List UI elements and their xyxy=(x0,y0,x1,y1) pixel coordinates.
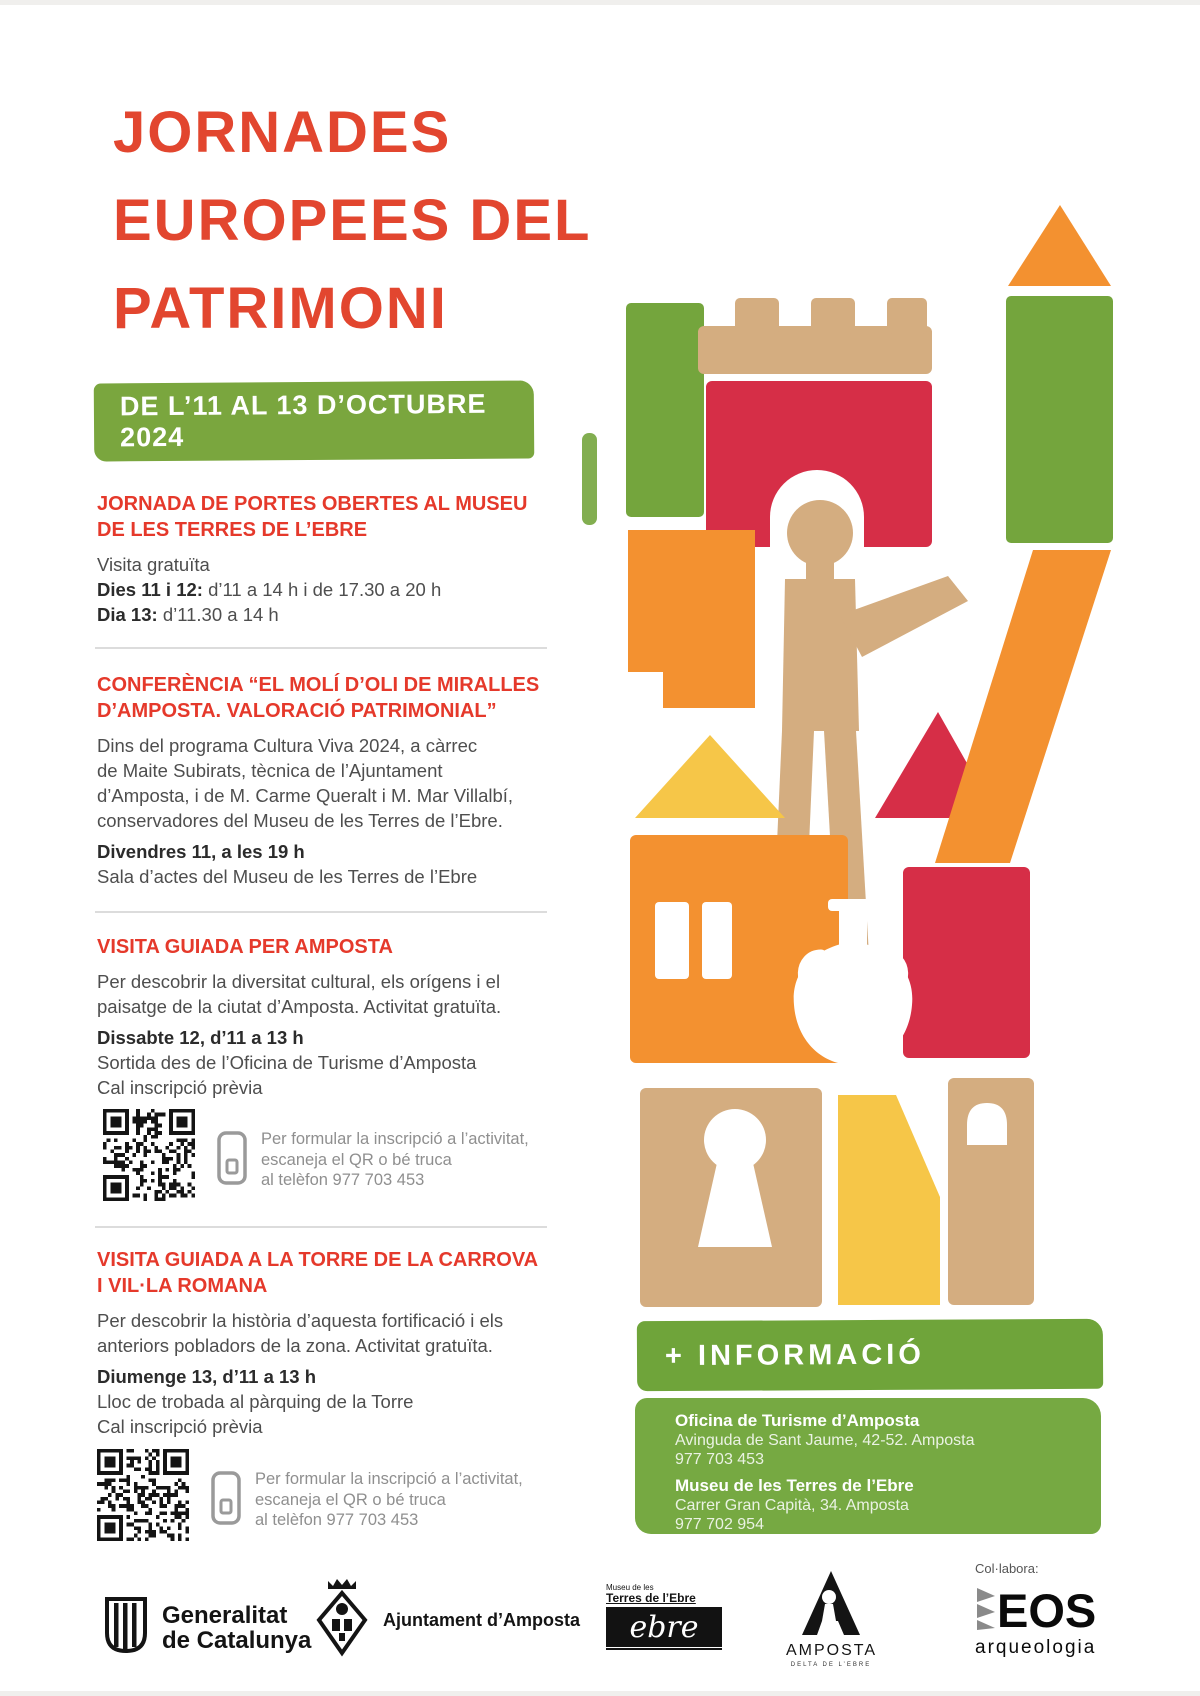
info-entry-phone: 977 703 453 xyxy=(675,1451,764,1468)
page-title xyxy=(113,89,591,353)
schedule-line xyxy=(97,602,562,627)
divider xyxy=(95,911,547,913)
section-guided-tour-amposta xyxy=(97,934,562,1100)
event-place: Sortida des de l’Oficina de Turisme d’Amposta xyxy=(97,1052,477,1073)
event-datetime: Divendres 11, a les 19 h xyxy=(97,841,305,862)
section-heading xyxy=(97,1247,562,1299)
event-datetime: Diumenge 13, d’11 a 13 h xyxy=(97,1366,317,1387)
info-box xyxy=(635,1398,1101,1534)
event-place: Lloc de trobada al pàrquing de la Torre xyxy=(97,1391,414,1412)
generalitat-wordmark: Generalitat de Catalunya xyxy=(162,1601,312,1654)
date-banner-text: DE L’11 AL 13 D’OCTUBRE 2024 xyxy=(119,388,487,453)
heritage-castle-illustration xyxy=(578,183,1138,1309)
title-line-2: EUROPEES DEL xyxy=(113,188,592,253)
heading-line: JORNADA DE PORTES OBERTES AL MUSEU xyxy=(97,493,528,515)
eos-mark-icon xyxy=(975,1586,997,1635)
generalitat-shield-icon xyxy=(103,1595,149,1660)
body-line: de Maite Subirats, tècnica de l’Ajuntament xyxy=(97,760,443,781)
title-line-3: PATRIMONI xyxy=(113,276,448,341)
heading-line: DE LES TERRES DE L’EBRE xyxy=(97,519,368,541)
collabora-label: Col·labora: xyxy=(975,1561,1039,1576)
qr-code xyxy=(103,1109,195,1201)
body-line: d’Amposta, i de M. Carme Queralt i M. Mar Villalbí, xyxy=(97,785,514,806)
body-line: Per descobrir la diversitat cultural, els orígens i el xyxy=(97,971,501,992)
heading-line: VISITA GUIADA PER AMPOSTA xyxy=(97,936,393,958)
registration-note: Cal inscripció prèvia xyxy=(97,1077,263,1098)
museu-caption-top: Museu de les xyxy=(606,1583,654,1592)
info-banner xyxy=(637,1319,1103,1391)
body-line: conservadores del Museu de les Terres de l’Ebre. xyxy=(97,810,503,831)
heading-line: D’AMPOSTA. VALORACIÓ PATRIMONIAL” xyxy=(97,700,497,722)
qr-block-carrova xyxy=(97,1449,523,1541)
info-banner-text: + INFORMACIÓ xyxy=(664,1338,925,1372)
title-line-1: JORNADES xyxy=(113,100,452,165)
phone-icon xyxy=(211,1471,241,1530)
generalitat-logo xyxy=(103,1595,311,1660)
event-place: Sala d’actes del Museu de les Terres de l’Ebre xyxy=(97,866,478,887)
info-entry-address: Carrer Gran Capità, 34. Amposta xyxy=(675,1497,909,1514)
qr-note-line: al telèfon 977 703 453 xyxy=(255,1511,419,1529)
amposta-wordmark: AMPOSTA xyxy=(786,1642,878,1659)
museu-terres-ebre-logo xyxy=(606,1583,736,1651)
section-heading xyxy=(97,672,562,724)
ajuntament-crest-icon xyxy=(316,1577,368,1664)
ajuntament-wordmark: Ajuntament d’Amposta xyxy=(383,1610,581,1630)
divider xyxy=(95,1226,547,1228)
eos-subtitle: arqueologia xyxy=(975,1637,1097,1658)
schedule-label: Dies 11 i 12: xyxy=(97,579,209,600)
amposta-subtitle: DELTA DE L’EBRE xyxy=(790,1662,872,1668)
heading-line: I VIL·LA ROMANA xyxy=(97,1275,268,1297)
free-visit-text: Visita gratuïta xyxy=(97,554,210,575)
section-guided-tour-carrova xyxy=(97,1247,562,1439)
section-heading xyxy=(97,491,562,543)
info-entry-address: Avinguda de Sant Jaume, 42-52. Amposta xyxy=(675,1432,975,1449)
body-line: paisatge de la ciutat d’Amposta. Activitat gratuïta. xyxy=(97,996,502,1017)
eos-arqueologia-logo xyxy=(975,1561,1096,1659)
body-line: Dins del programa Cultura Viva 2024, a càrrec xyxy=(97,735,478,756)
section-heading xyxy=(97,934,562,960)
registration-note: Cal inscripció prèvia xyxy=(97,1416,263,1437)
info-entry-phone: 977 702 954 xyxy=(675,1516,764,1533)
qr-note-line: Per formular la inscripció a l’activitat, xyxy=(255,1470,523,1488)
body-line: Per descobrir la història d’aquesta fortificació i els xyxy=(97,1310,504,1331)
qr-block-amposta xyxy=(103,1109,529,1201)
phone-icon xyxy=(217,1131,247,1190)
event-datetime: Dissabte 12, d’11 a 13 h xyxy=(97,1027,304,1048)
section-conference xyxy=(97,672,562,889)
schedule-label: Dia 13: xyxy=(97,604,163,625)
qr-note-line: escaneja el QR o bé truca xyxy=(255,1490,446,1509)
qr-code xyxy=(97,1449,189,1541)
info-entry-name: Museu de les Terres de l’Ebre xyxy=(675,1476,914,1495)
qr-instructions xyxy=(261,1129,529,1191)
amposta-logo xyxy=(786,1571,876,1668)
body-line: anteriors pobladors de la zona. Activitat gratuïta. xyxy=(97,1335,493,1356)
qr-note-line: escaneja el QR o bé truca xyxy=(261,1150,452,1169)
schedule-value: d’11 a 14 h i de 17.30 a 20 h xyxy=(208,579,442,600)
qr-note-line: Per formular la inscripció a l’activitat, xyxy=(261,1130,529,1148)
eos-wordmark: EOS xyxy=(997,1583,1097,1637)
schedule-line xyxy=(97,577,562,602)
qr-note-line: al telèfon 977 703 453 xyxy=(261,1171,425,1189)
ajuntament-amposta-logo xyxy=(316,1577,580,1664)
section-open-doors xyxy=(97,491,562,627)
heading-line: VISITA GUIADA A LA TORRE DE LA CARROVA xyxy=(97,1249,539,1271)
divider xyxy=(95,647,547,649)
schedule-value: d’11.30 a 14 h xyxy=(162,604,279,625)
museu-caption: Terres de l’Ebre xyxy=(606,1591,696,1605)
heading-line: CONFERÈNCIA “EL MOLÍ D’OLI DE MIRALLES xyxy=(97,674,540,696)
date-banner xyxy=(94,380,535,461)
amposta-a-icon xyxy=(802,1622,860,1639)
info-entry-name: Oficina de Turisme d’Amposta xyxy=(675,1411,920,1430)
qr-instructions xyxy=(255,1469,523,1531)
museu-ebre-script: ebre xyxy=(606,1607,722,1651)
